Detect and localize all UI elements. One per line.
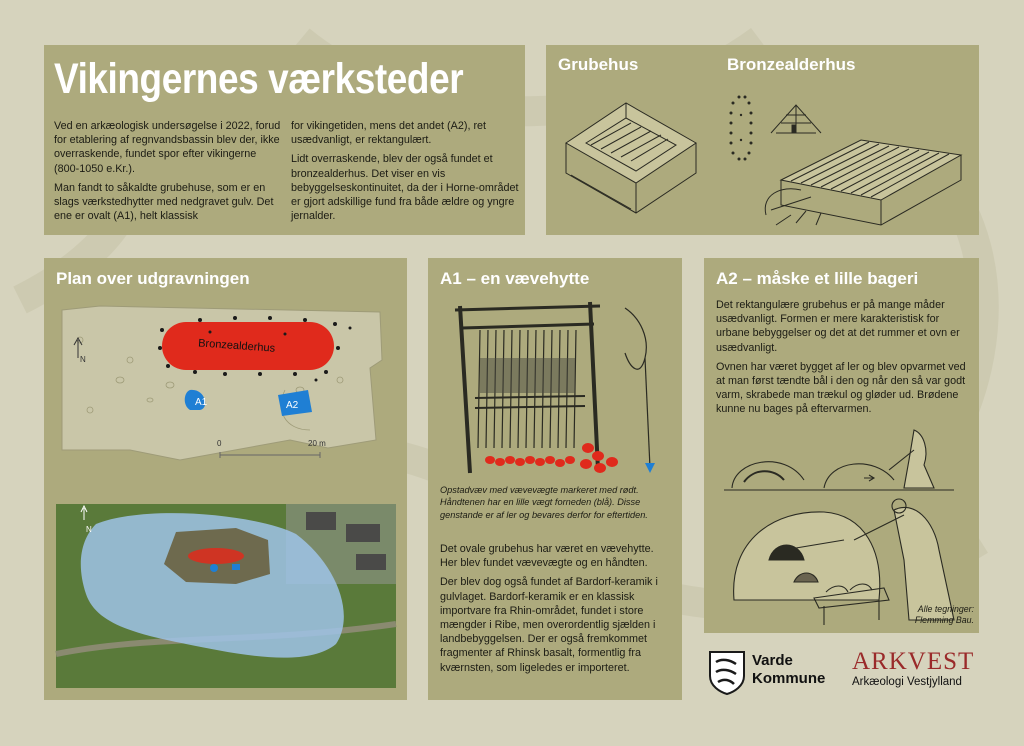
a2-paragraph: Det rektangulære grubehus er på mange måder usædvanligt. Formen er mere karakteristisk for urbane bebyggelser og det at det rummer et ovn er usædvanligt. [716,299,960,354]
a1-paragraph: Det ovale grubehus har været en vævehytte. Her blev fundet vævevægte og en håndten. [440,543,654,570]
plan-title: Plan over udgravningen [56,269,250,288]
oven-drawing [714,420,972,630]
credit-line-2: Flemming Bau. [914,615,974,625]
intro-column-1 [54,119,282,228]
intro-column-2 [291,119,519,228]
houses-panel [546,45,979,235]
page-title: Vikingernes værksteder [54,55,464,103]
a1-panel [428,258,682,700]
scale-start: 0 [217,439,222,448]
grubehus-drawing [556,83,706,223]
a2-title: A2 – måske et lille bageri [716,269,919,288]
bronze-age-house-drawing [721,85,971,230]
north-label: N [80,355,86,364]
aerial-north-label: N [86,525,92,534]
drawings-credit [894,604,974,626]
loom-caption: Opstadvæv med vævevægte markeret med rødt. Håndtenen har en lille vægt forneden (blå). Disse genstande er af ler og bevares derfor for eftertiden. [440,485,648,520]
scale-bar [220,452,320,458]
plan-panel [44,258,407,700]
scale-end: 20 m [308,439,326,448]
arkvest-wordmark: ARKVEST [852,648,975,675]
varde-line-1: Varde [752,652,793,669]
aerial-photo [56,504,396,688]
varde-crest-icon [708,650,746,694]
intro-panel [44,45,525,235]
credit-line-1: Alle tegninger: [917,604,974,614]
arkvest-subtitle: Arkæologi Vestjylland [852,676,962,688]
grubehus-title: Grubehus [558,55,639,74]
varde-line-2: Kommune [752,670,826,687]
bronze-age-house-label: Bronzealderhus [197,337,276,355]
a1-paragraph: Der blev dog også fundet af Bardorf-keramik i gulvlaget. Bardorf-keramik er en klassisk importvare fra Rhin-området, fundet i store mængder i Ribe, men overordentlig sjælden i landbebyggelsen. Der er også fremkommet fragmenter af Rhinsk basalt, formentlig fra kværnsten, som ligeledes er importeret. [440,576,658,674]
a2-label: A2 [286,400,299,411]
intro-paragraph: Man fandt to såkaldte grubehuse, som er en slags værkstedhytter med nedgravet gulv. Det ene er ovalt (A1), helt klassisk [54,181,274,223]
arkvest-logo [852,648,982,694]
a1-text [440,542,674,680]
intro-paragraph: for vikingetiden, mens det andet (A2), ret usædvanligt, er rektangulært. [291,120,487,147]
a2-paragraph: Ovnen har været bygget af ler og blev opvarmet ved at man først tændte bål i den og når den så var godt varm, skrabede man trækul og gløder ud. Brødene kunne nu bages på eftervarmen. [716,360,966,416]
a1-title: A1 – en vævehytte [440,269,590,288]
varde-kommune-logo [708,650,848,696]
intro-paragraph: Ved en arkæologisk undersøgelse i 2022, forud for etablering af regnvandsbassin blev der, ikke overraskende, fundet spor efter vikingerne (800-1050 e.Kr.). [54,120,281,175]
bronzealderhus-title: Bronzealderhus [727,55,856,74]
a2-panel [704,258,979,633]
loom-drawing [440,298,670,483]
a2-text [716,298,972,422]
a1-label: A1 [195,397,208,408]
excavation-plan [60,300,390,480]
intro-paragraph: Lidt overraskende, blev der også fundet et bronzealderhus. Det viser en vis bebyggelseskontinuitet, da der i Horne-området er gjort adskillige fund fra både ældre og yngre jernalder. [291,153,519,223]
